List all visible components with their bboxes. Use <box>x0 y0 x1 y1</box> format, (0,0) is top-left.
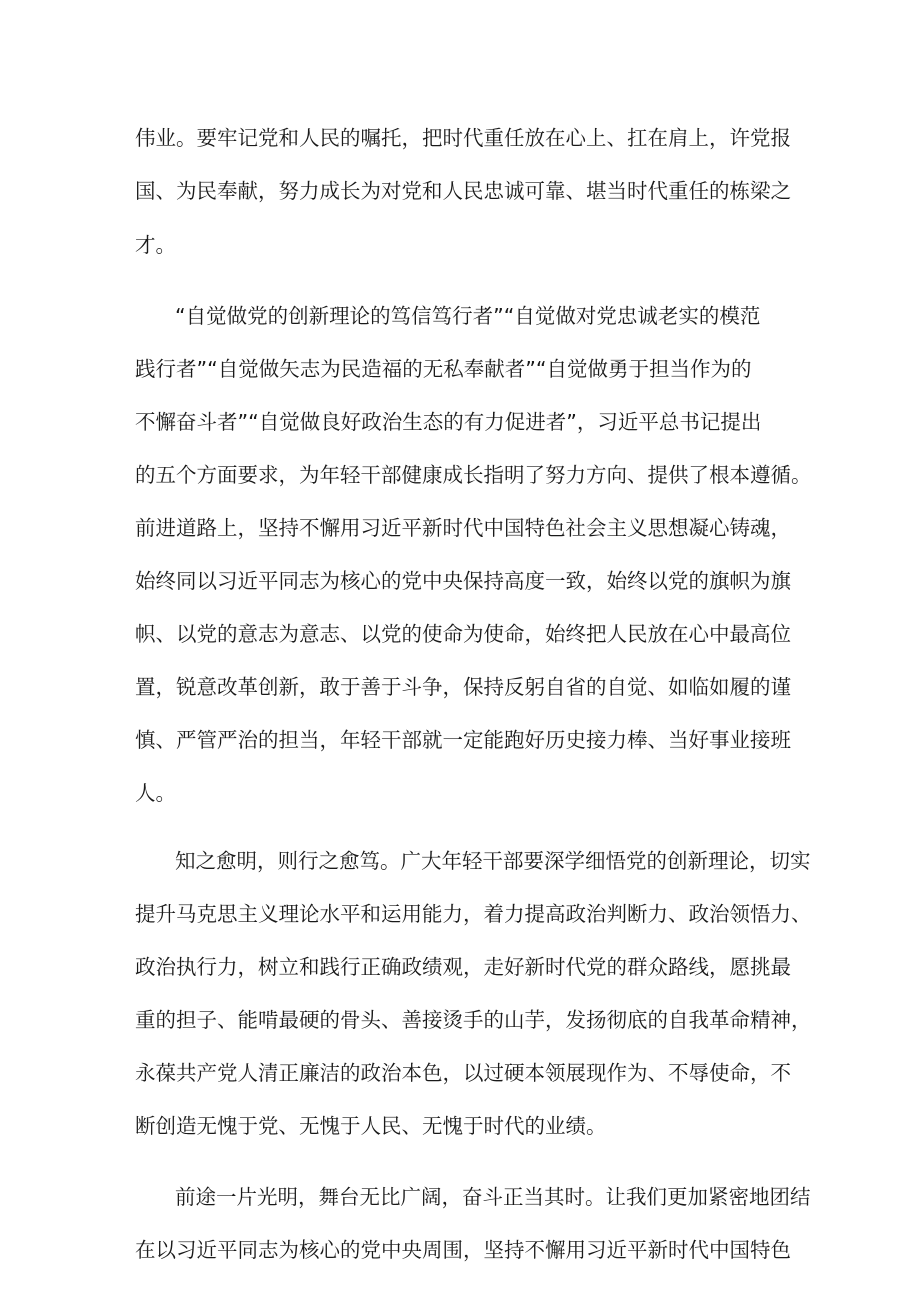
text-line: 断创造无愧于党、无愧于人民、无愧于时代的业绩。 <box>135 1114 607 1138</box>
text-line: 永葆共产党人清正廉洁的政治本色，以过硬本领展现作为、不辱使命，不 <box>135 1061 791 1085</box>
text-line: 人。 <box>135 781 176 805</box>
text-line: 政治执行力，树立和践行正确政绩观，走好新时代党的群众路线，愿挑最 <box>135 955 791 979</box>
text-line: 在以习近平同志为核心的党中央周围，坚持不懈用习近平新时代中国特色 <box>135 1238 791 1262</box>
text-line: 前进道路上，坚持不懈用习近平新时代中国特色社会主义思想凝心铸魂， <box>135 516 791 540</box>
text-line: 置，锐意改革创新，敢于善于斗争，保持反躬自省的自觉、如临如履的谨 <box>135 675 791 699</box>
text-line: 才。 <box>135 233 176 257</box>
text-line: 提升马克思主义理论水平和运用能力，着力提高政治判断力、政治领悟力、 <box>135 902 812 926</box>
text-line: 伟业。要牢记党和人民的嘱托，把时代重任放在心上、扛在肩上，许党报 <box>135 126 791 150</box>
text-line: 不懈奋斗者”“自觉做良好政治生态的有力促进者”，习近平总书记提出 <box>135 410 762 434</box>
text-line: 重的担子、能啃最硬的骨头、善接烫手的山芋，发扬彻底的自我革命精神， <box>135 1008 812 1032</box>
text-line: 慎、严管严治的担当，年轻干部就一定能跑好历史接力棒、当好事业接班 <box>135 728 791 752</box>
text-line: 知之愈明，则行之愈笃。广大年轻干部要深学细悟党的创新理论，切实 <box>175 849 811 873</box>
text-line: 帜、以党的意志为意志、以党的使命为使命，始终把人民放在心中最高位 <box>135 622 791 646</box>
text-line: 的五个方面要求，为年轻干部健康成长指明了努力方向、提供了根本遵循。 <box>135 463 812 487</box>
text-line: 国、为民奉献，努力成长为对党和人民忠诚可靠、堪当时代重任的栋梁之 <box>135 179 791 203</box>
text-line: 前途一片光明，舞台无比广阔，奋斗正当其时。让我们更加紧密地团结 <box>175 1185 811 1209</box>
text-line: 始终同以习近平同志为核心的党中央保持高度一致，始终以党的旗帜为旗 <box>135 569 791 593</box>
text-line: “自觉做党的创新理论的笃信笃行者”“自觉做对党忠诚老实的模范 <box>175 304 761 328</box>
text-line: 践行者”“自觉做矢志为民造福的无私奉献者”“自觉做勇于担当作为的 <box>135 357 752 381</box>
